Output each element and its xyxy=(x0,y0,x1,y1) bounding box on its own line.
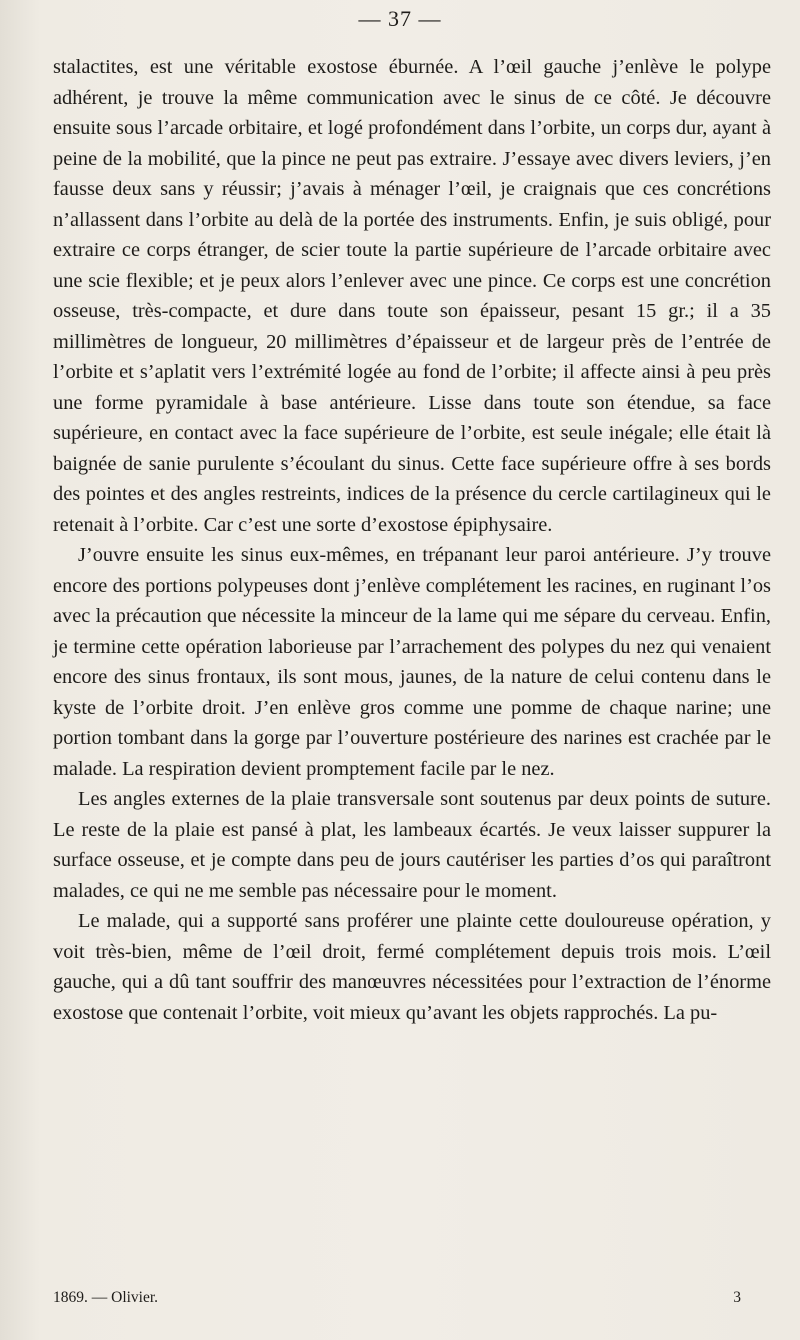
paragraph: Le malade, qui a supporté sans proférer une plainte cette douloureuse opération, y voit très-bien, même de l’œil droit, fermé complétement depuis trois mois. L’œil gauche, qui a dû tant souffrir des manœuvres nécessitées pour l’extraction de l’énorme exostose que contenait l’orbite, voit mieux qu’avant les objets rapprochés. La pu- xyxy=(53,910,771,1024)
footer-sheet-number: 3 xyxy=(733,1289,741,1306)
page-number: — 37 — xyxy=(358,6,442,31)
body-text xyxy=(53,52,771,1028)
paragraph: Les angles externes de la plaie transversale sont soutenus par deux points de suture. Le reste de la plaie est pansé à plat, les lambeaux écartés. Je veux laisser suppurer la surface osseuse, et je compte dans peu de jours cautériser les parties d’os qui paraîtront malades, ce qui ne me semble pas nécessaire pour le moment. xyxy=(53,788,771,902)
page-footer xyxy=(53,1289,771,1307)
paragraph: stalactites, est une véritable exostose éburnée. A l’œil gauche j’enlève le polype adhérent, je trouve la même communication avec le sinus de ce côté. Je découvre ensuite sous l’arcade orbitaire, et logé profondément dans l’orbite, un corps dur, ayant à peine de la mobilité, que la pince ne peut pas extraire. J’essaye avec divers leviers, j’en fausse deux sans y réussir; j’avais à ménager l’œil, je craignais que ces concrétions n’allassent dans l’orbite au delà de la portée des instruments. Enfin, je suis obligé, pour extraire ce corps étranger, de scier toute la partie supérieure de l’arcade orbitaire avec une scie flexible; et je peux alors l’enlever avec une pince. Ce corps est une concrétion osseuse, très-compacte, et dure dans toute son épaisseur, pesant 15 gr.; il a 35 millimètres de longueur, 20 millimètres d’épaisseur et de largeur près de l’entrée de l’orbite et s’aplatit vers l’extrémité logée au fond de l’orbite; il affecte ainsi à peu près une forme pyramidale à base antérieure. Lisse dans toute son étendue, sa face supérieure, en contact avec la face supérieure de l’orbite, est seule inégale; elle était là baignée de sanie purulente s’écoulant du sinus. Cette face supérieure offre à ses bords des pointes et des angles restreints, indices de la présence du cercle cartilagineux qui le retenait à l’orbite. Car c’est une sorte d’exostose épiphysaire. xyxy=(53,56,771,536)
paragraph: J’ouvre ensuite les sinus eux-mêmes, en trépanant leur paroi antérieure. J’y trouve encore des portions polypeuses dont j’enlève complétement les racines, en ruginant l’os avec la précaution que nécessite la minceur de la lame qui me sépare du cerveau. Enfin, je termine cette opération laborieuse par l’arrachement des polypes du nez qui venaient encore des sinus frontaux, ils sont mous, jaunes, de la nature de celui contenu dans le kyste de l’orbite droit. J’en enlève gros comme une pomme de chaque narine; une portion tombant dans la gorge par l’ouverture postérieure des narines est crachée par le malade. La respiration devient promptement facile par le nez. xyxy=(53,544,771,780)
footer-signature: 1869. — Olivier. xyxy=(53,1289,159,1306)
